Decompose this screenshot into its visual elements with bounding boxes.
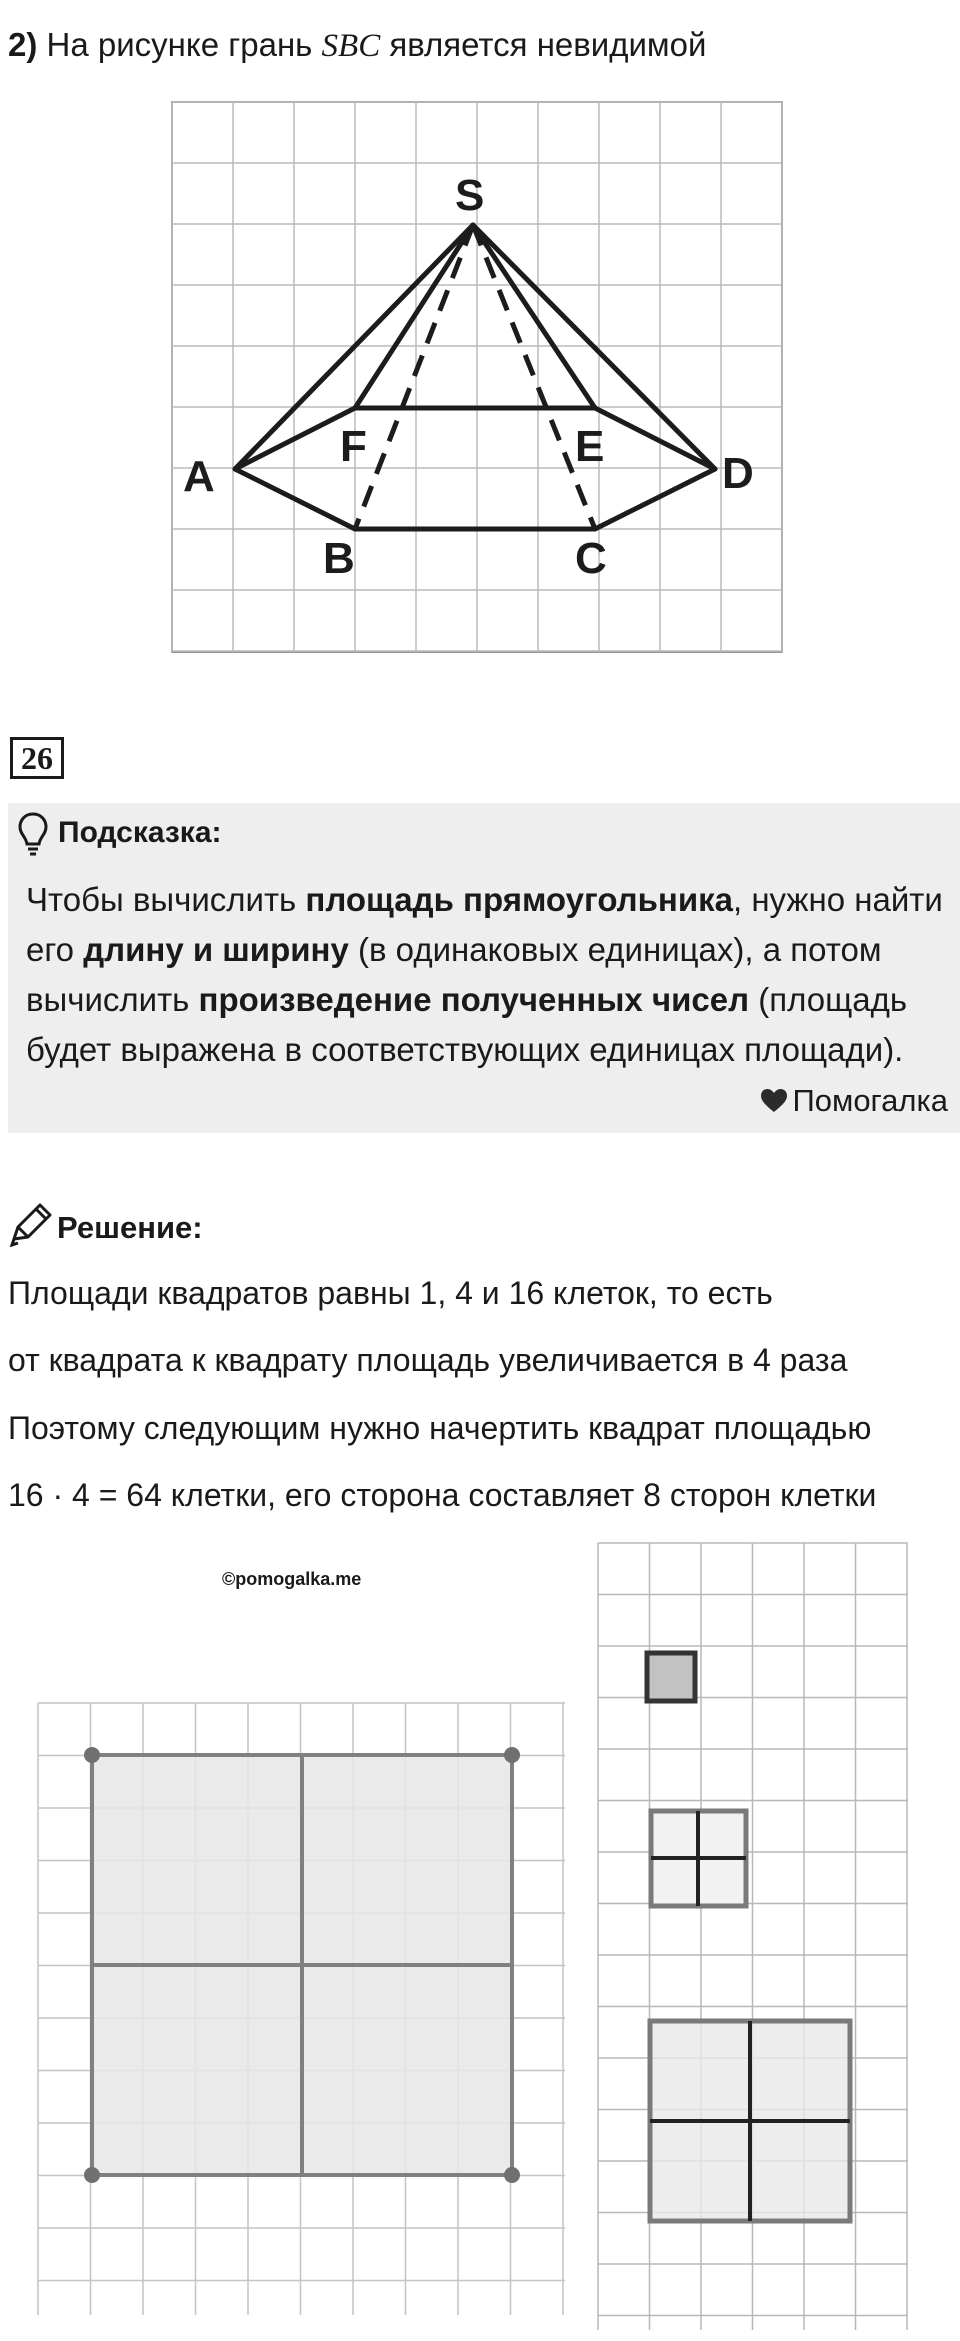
hint-line-4: будет выражена в соответствующих единицах площади). [26, 1031, 904, 1068]
solution-title: Решение: [57, 1210, 203, 1245]
hint-title: Подсказка: [58, 816, 222, 849]
small-squares-figure [590, 1535, 915, 2335]
vertex [84, 2167, 100, 2183]
solution-line-3: Поэтому следующим нужно начертить квадрат площадью [8, 1410, 872, 1446]
hint-bold: длину и ширину [83, 931, 349, 968]
hint-line-2 [26, 925, 882, 975]
label-F: F [340, 422, 367, 471]
label-C: C [575, 534, 607, 583]
hint-text: , нужно найти [733, 881, 943, 918]
brand-name: Помогалка [792, 1083, 948, 1118]
label-A: A [183, 452, 215, 501]
hint-line-3 [26, 975, 907, 1025]
hint-text: его [26, 931, 84, 968]
square-1x1 [647, 1653, 695, 1701]
part2-text-after: является невидимой [389, 26, 707, 63]
hint-text: (в одинаковых единицах), а потом [348, 931, 882, 968]
task-number-box [10, 737, 64, 779]
big-square-figure [30, 1695, 570, 2325]
part2-number: 2) [8, 26, 38, 63]
part2-text-before: На рисунке грань [46, 26, 313, 63]
vertex [84, 1747, 100, 1763]
watermark: ©pomogalka.me [222, 1569, 362, 1589]
hint-text: (площадь [749, 981, 908, 1018]
hint-text: Чтобы вычислить [26, 881, 306, 918]
solution-line-2: от квадрата к квадрату площадь увеличивается в 4 раза [8, 1342, 848, 1378]
label-B: B [323, 534, 355, 583]
pencil-icon [8, 1203, 52, 1247]
part2-statement [8, 25, 706, 66]
hint-brand [760, 1083, 948, 1119]
hint-block [8, 803, 960, 1133]
hint-text: вычислить [26, 981, 199, 1018]
task-number: 26 [21, 740, 53, 776]
lightbulb-icon [16, 811, 50, 857]
heart-icon [760, 1088, 788, 1114]
hint-line-1 [26, 875, 943, 925]
face-name: SBC [321, 28, 381, 64]
hint-bold: площадь прямоугольника [305, 881, 733, 918]
pyramid-figure [165, 95, 795, 665]
label-E: E [575, 422, 605, 471]
solution-line-1: Площади квадратов равны 1, 4 и 16 клеток, то есть [8, 1275, 773, 1311]
label-S: S [455, 171, 485, 220]
solution-line-4: 16 · 4 = 64 клетки, его сторона составляет 8 сторон клетки [8, 1477, 877, 1513]
hint-bold: произведение полученных чисел [198, 981, 750, 1018]
label-D: D [722, 449, 754, 498]
vertex [504, 1747, 520, 1763]
vertex [504, 2167, 520, 2183]
